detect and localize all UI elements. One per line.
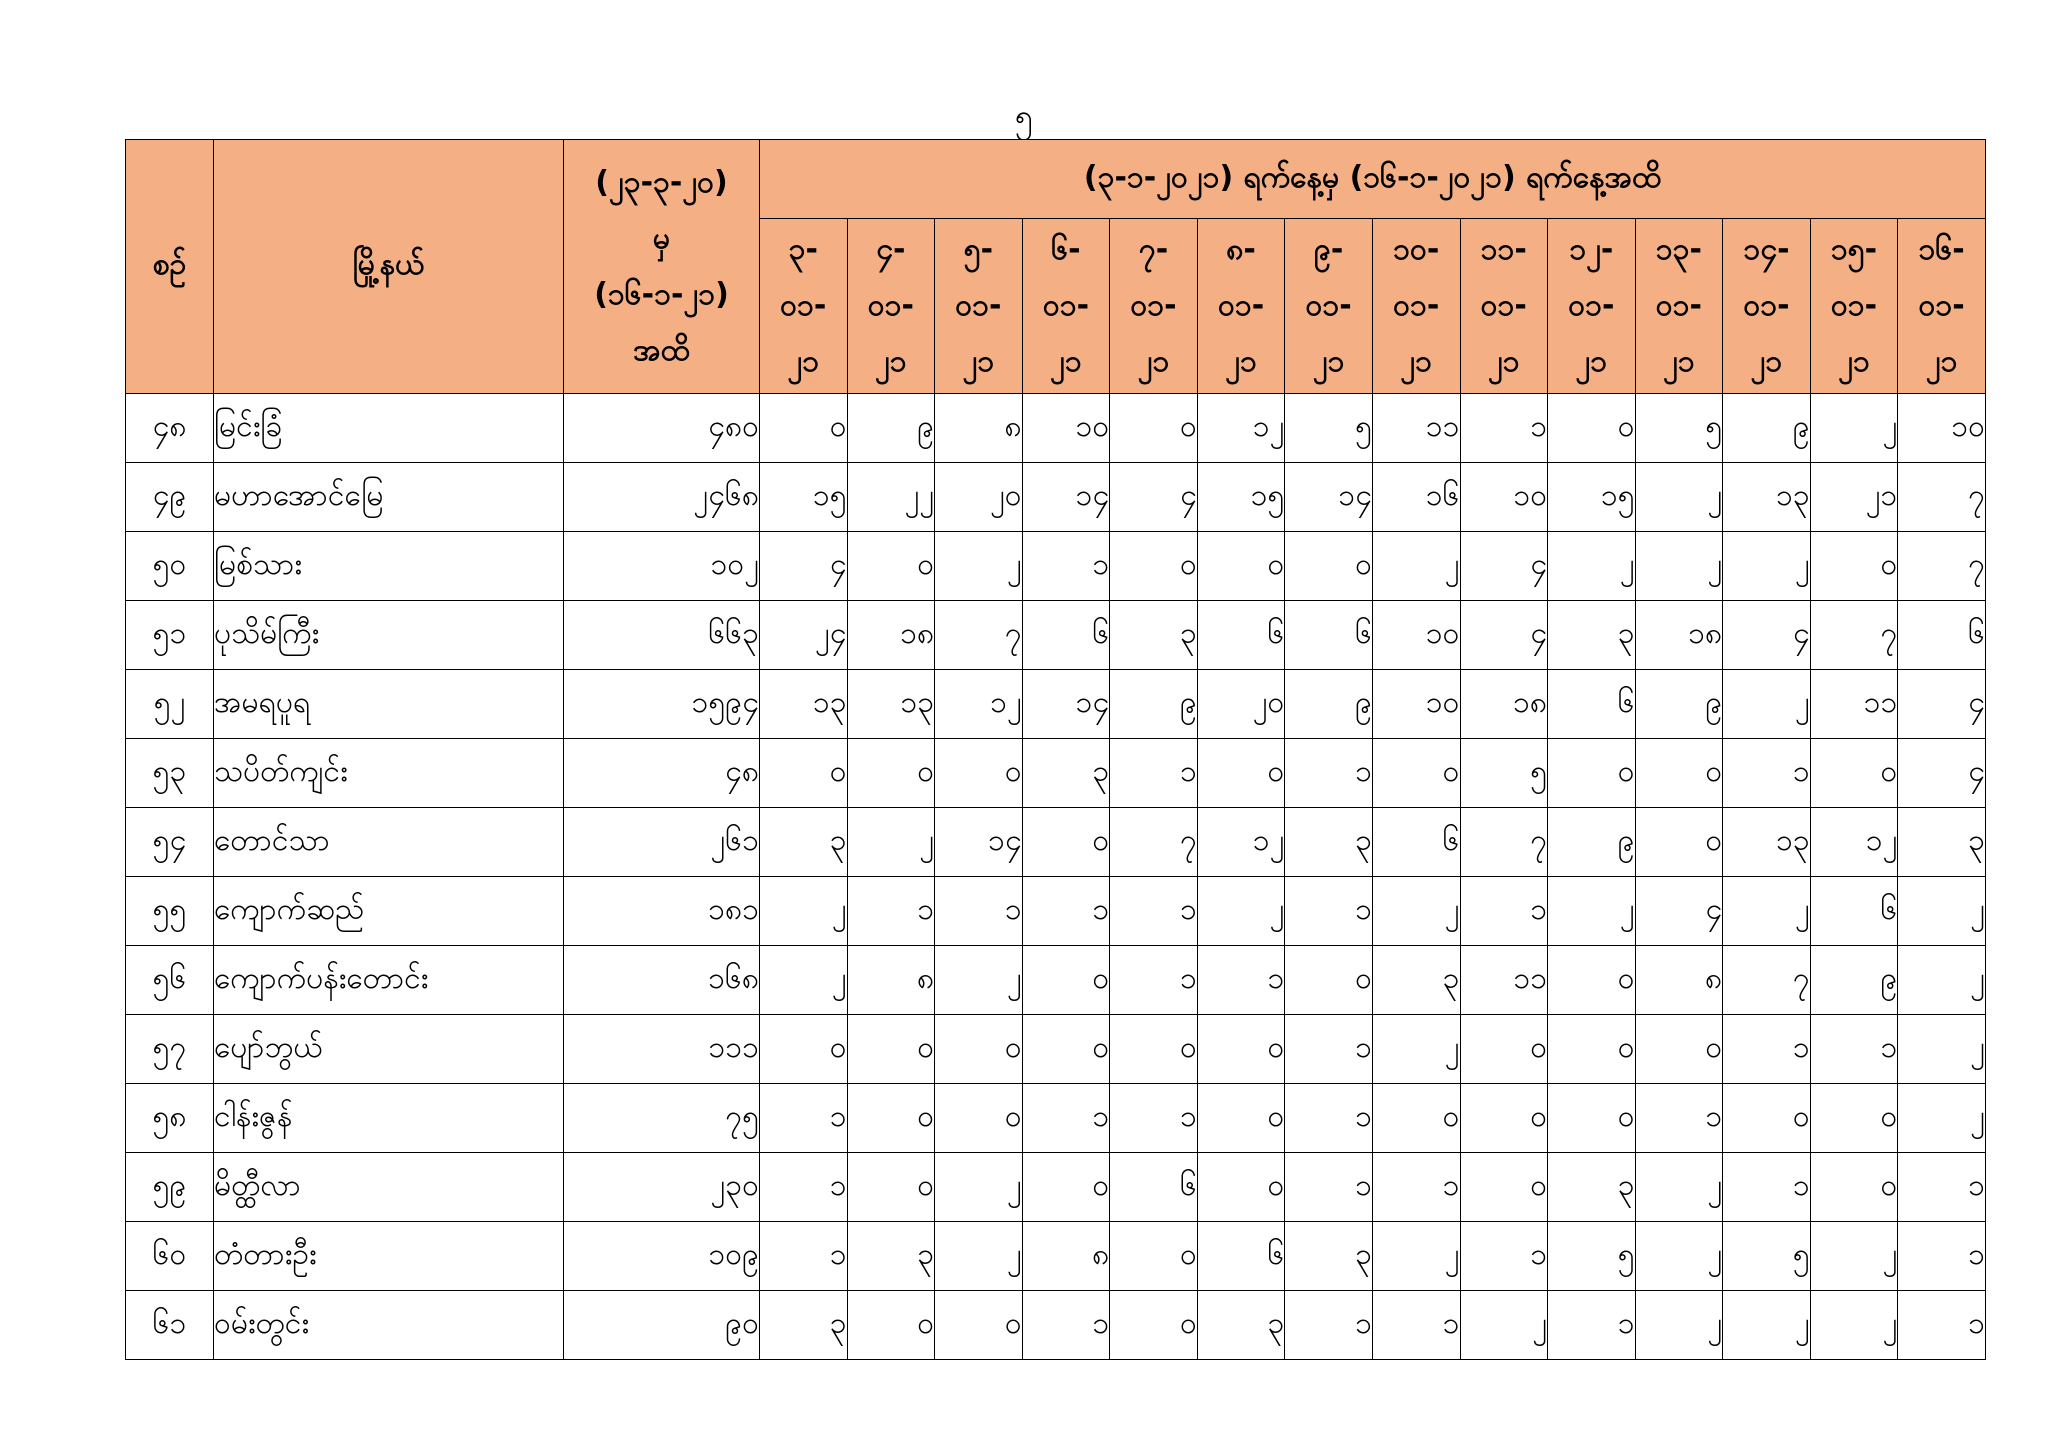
row-daily-count: ၁: [1372, 1291, 1460, 1360]
row-daily-count: ၅: [1285, 394, 1373, 463]
row-daily-count: ၁: [760, 1153, 848, 1222]
row-daily-count: ၁၀: [1022, 394, 1110, 463]
row-period-total: ၁၁၁: [564, 1015, 760, 1084]
row-daily-count: ၅: [1723, 1222, 1811, 1291]
row-sr: ၆၀: [126, 1222, 214, 1291]
row-daily-count: ၀: [847, 1015, 935, 1084]
row-daily-count: ၀: [1810, 532, 1898, 601]
row-daily-count: ၁: [1110, 1084, 1198, 1153]
row-daily-count: ၀: [1460, 1015, 1548, 1084]
row-daily-count: ၀: [1110, 394, 1198, 463]
header-date: ၇- ၀၁- ၂၁: [1110, 219, 1198, 394]
row-daily-count: ၂: [1548, 532, 1636, 601]
row-period-total: ၂၃၀: [564, 1153, 760, 1222]
row-period-total: ၉၀: [564, 1291, 760, 1360]
row-daily-count: ၇: [1460, 808, 1548, 877]
row-daily-count: ၅: [1548, 1222, 1636, 1291]
row-daily-count: ၂: [1460, 1291, 1548, 1360]
row-daily-count: ၃: [1372, 946, 1460, 1015]
table-header: [126, 140, 1986, 394]
row-daily-count: ၀: [1022, 1015, 1110, 1084]
row-daily-count: ၁၈: [1635, 601, 1723, 670]
row-period-total: ၁၆၈: [564, 946, 760, 1015]
row-daily-count: ၁: [847, 877, 935, 946]
row-daily-count: ၂: [1197, 877, 1285, 946]
row-daily-count: ၀: [1285, 946, 1373, 1015]
row-daily-count: ၂: [1635, 532, 1723, 601]
header-sr: စဉ်: [126, 140, 214, 394]
row-daily-count: ၀: [1548, 739, 1636, 808]
row-daily-count: ၃: [1285, 1222, 1373, 1291]
header-date: ၁၅- ၀၁- ၂၁: [1810, 219, 1898, 394]
row-daily-count: ၀: [1460, 1084, 1548, 1153]
row-daily-count: ၀: [1372, 1084, 1460, 1153]
header-date: ၁၀- ၀၁- ၂၁: [1372, 219, 1460, 394]
row-daily-count: ၁၁: [1810, 670, 1898, 739]
row-daily-count: ၂: [1372, 532, 1460, 601]
row-daily-count: ၀: [1635, 739, 1723, 808]
row-daily-count: ၃: [1022, 739, 1110, 808]
row-period-total: ၇၅: [564, 1084, 760, 1153]
row-daily-count: ၀: [1635, 1015, 1723, 1084]
row-township-name: မိတ္ထီလာ: [214, 1153, 564, 1222]
row-daily-count: ၂၀: [935, 463, 1023, 532]
row-daily-count: ၁၄: [1022, 463, 1110, 532]
row-sr: ၅၃: [126, 739, 214, 808]
row-township-name: တောင်သာ: [214, 808, 564, 877]
header-date: ၈- ၀၁- ၂၁: [1197, 219, 1285, 394]
row-daily-count: ၁: [1723, 739, 1811, 808]
row-sr: ၅၀: [126, 532, 214, 601]
table-row: [126, 394, 1986, 463]
row-daily-count: ၁၁: [1372, 394, 1460, 463]
row-township-name: တံတားဦး: [214, 1222, 564, 1291]
row-daily-count: ၆: [1898, 601, 1986, 670]
row-sr: ၄၈: [126, 394, 214, 463]
row-daily-count: ၀: [1197, 1015, 1285, 1084]
row-daily-count: ၀: [935, 1291, 1023, 1360]
row-daily-count: ၆: [1110, 1153, 1198, 1222]
row-daily-count: ၅: [1635, 394, 1723, 463]
row-daily-count: ၁၈: [847, 601, 935, 670]
row-township-name: ပုသိမ်ကြီး: [214, 601, 564, 670]
header-date-range: (၃-၁-၂၀၂၁) ရက်နေ့မှ (၁၆-၁-၂၀၂၁) ရက်နေ့အထိ: [760, 140, 1986, 219]
row-daily-count: ၁: [935, 877, 1023, 946]
row-daily-count: ၉: [1285, 670, 1373, 739]
row-daily-count: ၄: [1898, 739, 1986, 808]
row-daily-count: ၁: [1460, 394, 1548, 463]
row-daily-count: ၁၃: [1723, 808, 1811, 877]
header-date: ၄- ၀၁- ၂၁: [847, 219, 935, 394]
row-daily-count: ၀: [1810, 1153, 1898, 1222]
row-daily-count: ၃: [1110, 601, 1198, 670]
row-daily-count: ၃: [847, 1222, 935, 1291]
table-row: [126, 877, 1986, 946]
row-daily-count: ၄: [1898, 670, 1986, 739]
row-daily-count: ၉: [847, 394, 935, 463]
row-daily-count: ၂: [1810, 1222, 1898, 1291]
row-daily-count: ၁: [1110, 877, 1198, 946]
row-daily-count: ၁၀: [1372, 670, 1460, 739]
row-daily-count: ၈: [1022, 1222, 1110, 1291]
row-daily-count: ၁၅: [760, 463, 848, 532]
header-date: ၁၁- ၀၁- ၂၁: [1460, 219, 1548, 394]
row-township-name: သပိတ်ကျင်း: [214, 739, 564, 808]
row-period-total: ၁၅၉၄: [564, 670, 760, 739]
row-daily-count: ၀: [760, 1015, 848, 1084]
row-daily-count: ၁: [1723, 1015, 1811, 1084]
row-daily-count: ၀: [1372, 739, 1460, 808]
row-daily-count: ၈: [1635, 946, 1723, 1015]
row-daily-count: ၁၃: [847, 670, 935, 739]
row-daily-count: ၁: [1372, 1153, 1460, 1222]
table-row: [126, 1015, 1986, 1084]
row-sr: ၅၉: [126, 1153, 214, 1222]
header-date: ၁၆- ၀၁- ၂၁: [1898, 219, 1986, 394]
row-daily-count: ၂: [1372, 877, 1460, 946]
row-daily-count: ၂၄: [760, 601, 848, 670]
row-daily-count: ၂: [1635, 1153, 1723, 1222]
row-daily-count: ၁: [1285, 877, 1373, 946]
row-period-total: ၁၀၂: [564, 532, 760, 601]
row-sr: ၅၄: [126, 808, 214, 877]
row-daily-count: ၀: [1197, 532, 1285, 601]
row-daily-count: ၉: [1810, 946, 1898, 1015]
row-daily-count: ၁: [1285, 1084, 1373, 1153]
row-daily-count: ၃: [1548, 1153, 1636, 1222]
row-daily-count: ၂: [1810, 1291, 1898, 1360]
row-daily-count: ၂: [1898, 1084, 1986, 1153]
table-row: [126, 1291, 1986, 1360]
row-daily-count: ၆: [1022, 601, 1110, 670]
row-daily-count: ၀: [1110, 1291, 1198, 1360]
row-daily-count: ၂: [935, 1222, 1023, 1291]
row-daily-count: ၂: [1635, 463, 1723, 532]
header-date: ၁၂- ၀၁- ၂၁: [1548, 219, 1636, 394]
row-period-total: ၄၈၀: [564, 394, 760, 463]
row-daily-count: ၂: [760, 946, 848, 1015]
row-daily-count: ၀: [1548, 1015, 1636, 1084]
row-daily-count: ၃: [1285, 808, 1373, 877]
header-date: ၁၄- ၀၁- ၂၁: [1723, 219, 1811, 394]
row-daily-count: ၀: [760, 394, 848, 463]
row-daily-count: ၆: [1372, 808, 1460, 877]
row-daily-count: ၁၃: [760, 670, 848, 739]
row-daily-count: ၁၄: [935, 808, 1023, 877]
header-date: ၁၃- ၀၁- ၂၁: [1635, 219, 1723, 394]
row-sr: ၅၇: [126, 1015, 214, 1084]
row-township-name: ဝမ်းတွင်း: [214, 1291, 564, 1360]
row-daily-count: ၆: [1285, 601, 1373, 670]
row-daily-count: ၀: [1022, 808, 1110, 877]
row-daily-count: ၆: [1810, 877, 1898, 946]
row-daily-count: ၁: [1548, 1291, 1636, 1360]
row-daily-count: ၁: [1723, 1153, 1811, 1222]
row-daily-count: ၀: [760, 739, 848, 808]
row-daily-count: ၂: [1635, 1291, 1723, 1360]
row-daily-count: ၆: [1197, 601, 1285, 670]
row-daily-count: ၈: [847, 946, 935, 1015]
row-daily-count: ၁: [760, 1222, 848, 1291]
row-daily-count: ၇: [1898, 463, 1986, 532]
row-daily-count: ၁၂: [1197, 394, 1285, 463]
table-row: [126, 601, 1986, 670]
table-body: [126, 394, 1986, 1360]
row-township-name: မြင်းခြံ: [214, 394, 564, 463]
row-daily-count: ၁၁: [1460, 946, 1548, 1015]
row-daily-count: ၁: [1898, 1222, 1986, 1291]
row-daily-count: ၀: [1460, 1153, 1548, 1222]
row-daily-count: ၂: [1372, 1015, 1460, 1084]
row-daily-count: ၀: [1723, 1084, 1811, 1153]
row-daily-count: ၁၀: [1460, 463, 1548, 532]
table-row: [126, 1084, 1986, 1153]
row-daily-count: ၂: [1372, 1222, 1460, 1291]
row-sr: ၅၂: [126, 670, 214, 739]
row-daily-count: ၉: [1723, 394, 1811, 463]
row-sr: ၅၅: [126, 877, 214, 946]
row-daily-count: ၁: [1197, 946, 1285, 1015]
row-daily-count: ၁၀: [1898, 394, 1986, 463]
row-daily-count: ၀: [1197, 739, 1285, 808]
row-daily-count: ၁: [1022, 532, 1110, 601]
row-township-name: ကျောက်ပန်းတောင်း: [214, 946, 564, 1015]
row-daily-count: ၂: [760, 877, 848, 946]
header-period: (၂၃-၃-၂၀) မှ (၁၆-၁-၂၁) အထိ: [564, 140, 760, 394]
row-township-name: ပျော်ဘွယ်: [214, 1015, 564, 1084]
row-daily-count: ၃: [1548, 601, 1636, 670]
row-daily-count: ၇: [1898, 532, 1986, 601]
row-daily-count: ၇: [1723, 946, 1811, 1015]
row-daily-count: ၁: [1285, 1291, 1373, 1360]
row-daily-count: ၁၄: [1285, 463, 1373, 532]
row-township-name: မြစ်သား: [214, 532, 564, 601]
row-period-total: ၆၆၃: [564, 601, 760, 670]
table-row: [126, 739, 1986, 808]
row-daily-count: ၂၁: [1810, 463, 1898, 532]
row-daily-count: ၁: [1285, 739, 1373, 808]
row-daily-count: ၁၀: [1372, 601, 1460, 670]
row-daily-count: ၀: [847, 739, 935, 808]
row-period-total: ၄၈: [564, 739, 760, 808]
row-daily-count: ၂: [1723, 670, 1811, 739]
row-township-name: အမရပူရ: [214, 670, 564, 739]
header-date: ၃- ၀၁- ၂၁: [760, 219, 848, 394]
row-daily-count: ၉: [1110, 670, 1198, 739]
row-daily-count: ၁၆: [1372, 463, 1460, 532]
table-row: [126, 532, 1986, 601]
row-daily-count: ၂: [1898, 1015, 1986, 1084]
row-daily-count: ၄: [1635, 877, 1723, 946]
row-daily-count: ၀: [935, 1015, 1023, 1084]
row-daily-count: ၃: [760, 808, 848, 877]
row-daily-count: ၄: [1110, 463, 1198, 532]
row-daily-count: ၃: [1197, 1291, 1285, 1360]
row-daily-count: ၀: [1197, 1153, 1285, 1222]
row-daily-count: ၀: [935, 739, 1023, 808]
row-daily-count: ၈: [935, 394, 1023, 463]
row-daily-count: ၄: [1723, 601, 1811, 670]
header-date: ၉- ၀၁- ၂၁: [1285, 219, 1373, 394]
row-township-name: မဟာအောင်မြေ: [214, 463, 564, 532]
row-daily-count: ၁၅: [1197, 463, 1285, 532]
row-daily-count: ၁: [1460, 1222, 1548, 1291]
row-daily-count: ၄: [1460, 532, 1548, 601]
row-sr: ၅၁: [126, 601, 214, 670]
header-township: မြို့နယ်: [214, 140, 564, 394]
row-daily-count: ၂၀: [1197, 670, 1285, 739]
row-sr: ၅၈: [126, 1084, 214, 1153]
row-period-total: ၁၈၁: [564, 877, 760, 946]
table-row: [126, 946, 1986, 1015]
row-daily-count: ၂: [1635, 1222, 1723, 1291]
row-daily-count: ၇: [1810, 601, 1898, 670]
row-daily-count: ၉: [1548, 808, 1636, 877]
row-daily-count: ၁: [1285, 1153, 1373, 1222]
row-daily-count: ၂: [1723, 877, 1811, 946]
row-daily-count: ၂: [1723, 532, 1811, 601]
row-daily-count: ၂: [935, 946, 1023, 1015]
table-row: [126, 1222, 1986, 1291]
row-daily-count: ၁: [1635, 1084, 1723, 1153]
row-daily-count: ၁၅: [1548, 463, 1636, 532]
row-daily-count: ၂: [1723, 1291, 1811, 1360]
row-daily-count: ၅: [1460, 739, 1548, 808]
row-daily-count: ၃: [760, 1291, 848, 1360]
row-daily-count: ၁၂: [1810, 808, 1898, 877]
row-daily-count: ၀: [935, 1084, 1023, 1153]
row-daily-count: ၂: [1898, 946, 1986, 1015]
row-daily-count: ၆: [1197, 1222, 1285, 1291]
row-daily-count: ၀: [847, 1291, 935, 1360]
row-daily-count: ၀: [1022, 1153, 1110, 1222]
row-township-name: ကျောက်ဆည်: [214, 877, 564, 946]
row-daily-count: ၁: [1110, 739, 1198, 808]
row-daily-count: ၀: [1110, 1222, 1198, 1291]
row-daily-count: ၂၂: [847, 463, 935, 532]
header-date: ၆- ၀၁- ၂၁: [1022, 219, 1110, 394]
row-daily-count: ၂: [935, 532, 1023, 601]
township-case-table: [125, 139, 1986, 1360]
row-period-total: ၂၄၆၈: [564, 463, 760, 532]
page-number: ၅: [1015, 97, 1033, 135]
row-daily-count: ၁: [1898, 1291, 1986, 1360]
row-daily-count: ၀: [1022, 946, 1110, 1015]
row-daily-count: ၀: [1810, 739, 1898, 808]
row-sr: ၄၉: [126, 463, 214, 532]
row-period-total: ၂၆၁: [564, 808, 760, 877]
row-daily-count: ၁၂: [1197, 808, 1285, 877]
row-daily-count: ၁: [1022, 1291, 1110, 1360]
row-daily-count: ၀: [1110, 1015, 1198, 1084]
row-daily-count: ၀: [1110, 532, 1198, 601]
row-daily-count: ၁: [760, 1084, 848, 1153]
row-daily-count: ၁: [1022, 877, 1110, 946]
row-daily-count: ၇: [1110, 808, 1198, 877]
row-daily-count: ၁၈: [1460, 670, 1548, 739]
row-daily-count: ၁: [1810, 1015, 1898, 1084]
table-row: [126, 808, 1986, 877]
row-daily-count: ၇: [935, 601, 1023, 670]
row-township-name: ငါန်းဇွန်: [214, 1084, 564, 1153]
table-row: [126, 670, 1986, 739]
row-daily-count: ၁: [1022, 1084, 1110, 1153]
row-daily-count: ၆: [1548, 670, 1636, 739]
row-daily-count: ၁: [1460, 877, 1548, 946]
row-sr: ၆၁: [126, 1291, 214, 1360]
table-row: [126, 463, 1986, 532]
row-daily-count: ၄: [1460, 601, 1548, 670]
row-daily-count: ၀: [1548, 1084, 1636, 1153]
row-daily-count: ၁: [1110, 946, 1198, 1015]
row-daily-count: ၉: [1635, 670, 1723, 739]
row-daily-count: ၁၃: [1723, 463, 1811, 532]
row-daily-count: ၁၂: [935, 670, 1023, 739]
row-daily-count: ၀: [1285, 532, 1373, 601]
row-period-total: ၁၀၉: [564, 1222, 760, 1291]
row-daily-count: ၂: [1548, 877, 1636, 946]
row-daily-count: ၀: [847, 1153, 935, 1222]
row-daily-count: ၀: [1197, 1084, 1285, 1153]
row-daily-count: ၂: [1898, 877, 1986, 946]
row-daily-count: ၂: [847, 808, 935, 877]
row-daily-count: ၀: [1635, 808, 1723, 877]
row-daily-count: ၁: [1285, 1015, 1373, 1084]
header-date: ၅- ၀၁- ၂၁: [935, 219, 1023, 394]
row-sr: ၅၆: [126, 946, 214, 1015]
row-daily-count: ၁: [1898, 1153, 1986, 1222]
row-daily-count: ၀: [847, 1084, 935, 1153]
row-daily-count: ၂: [935, 1153, 1023, 1222]
row-daily-count: ၀: [1548, 394, 1636, 463]
table-row: [126, 1153, 1986, 1222]
row-daily-count: ၀: [1548, 946, 1636, 1015]
row-daily-count: ၀: [1810, 1084, 1898, 1153]
row-daily-count: ၀: [847, 532, 935, 601]
row-daily-count: ၂: [1810, 394, 1898, 463]
row-daily-count: ၄: [760, 532, 848, 601]
row-daily-count: ၃: [1898, 808, 1986, 877]
row-daily-count: ၁၄: [1022, 670, 1110, 739]
